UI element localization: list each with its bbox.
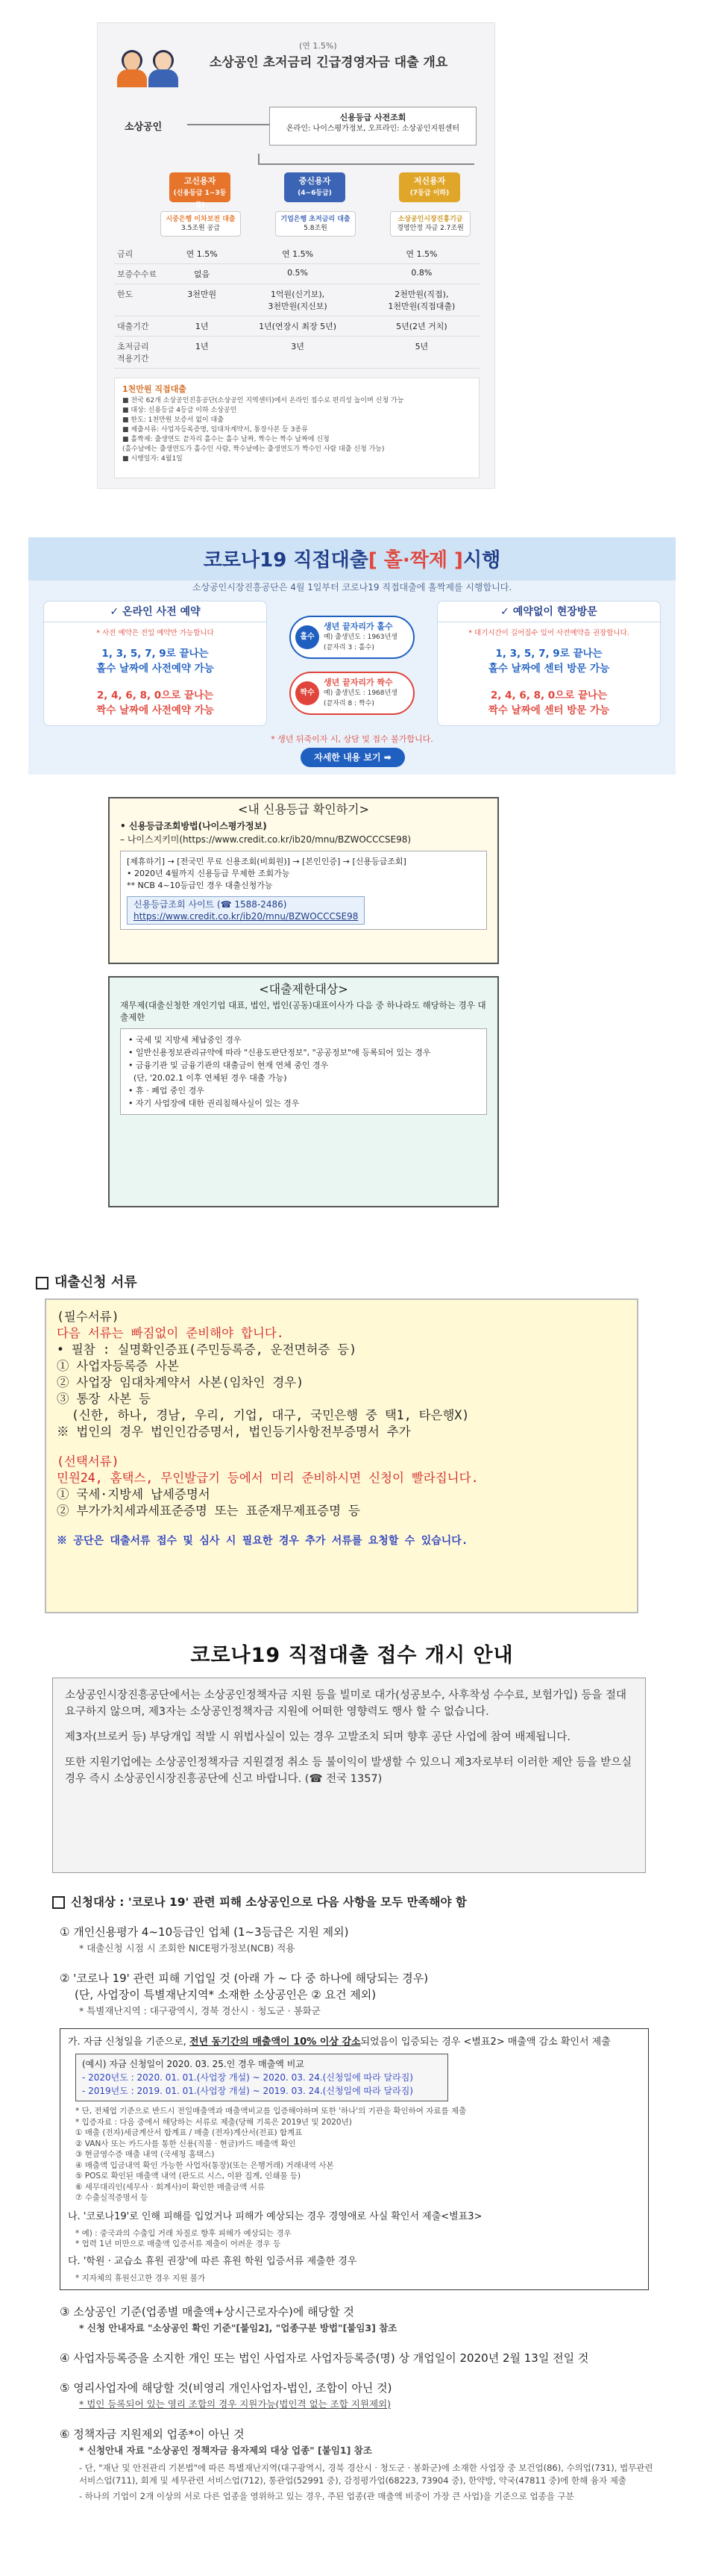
list-item: • 금융기관 및 금융기관의 대출금이 현재 연체 중인 경우 bbox=[128, 1060, 329, 1070]
grade-low: 저신용자 (7등급 이하) bbox=[399, 172, 460, 202]
odd-even-banner bbox=[28, 537, 676, 775]
table-row: 한도 3천만원 1억원(신기보), 3천만원(지신보) 2천만원(직접), 1천만원(직접대출) bbox=[114, 284, 480, 316]
banner-subtitle: 소상공인시장진흥공단은 4월 1일부터 코로나19 직접대출에 홀짝제를 시행합니다. bbox=[192, 582, 512, 593]
list-item: • 자기 사업장에 대한 권리침해사실이 있는 경우 bbox=[128, 1098, 300, 1108]
list-item: ① 개인신용평가 4~10등급인 업체 (1~3등급은 지원 제외) * 대출신청 시점 시 조회한 NICE평가정보(NCB) 적용 bbox=[60, 1925, 349, 1954]
credit-check-panel: <내 신용등급 확인하기> • 신용등급조회방법(나이스평가정보) – 나이스지키미(https://www.credit.co.kr/ib20/mnu/BZWOCCCSE98) [제휴하기] → [전국민 무료 신용조회(비회원)] → [본인인증] → [신용등급조회] • 2020년 4월까지 신용등급 무제한 조회가능 ** NCB 4~10등급인 경우 대출신청가능 신용등급조회 사이트 (☎ 1588-2486) https://www.credit.co.kr/ib20/mnu/BZWOCCCSE98 bbox=[108, 797, 499, 964]
credit-query-box: 신용등급 사전조회 온라인: 나이스평가정보, 오프라인: 소상공인지원센터 bbox=[269, 107, 477, 146]
list-item: • 국세 및 지방세 체납중인 경우 bbox=[128, 1034, 242, 1045]
list-item: ③ 소상공인 기준(업종별 매출액+상시근로자수)에 해당할 것 * 신청 안내자료 "소상공인 확인 기준"[붙임2], "업종구분 방법"[붙임3] 참조 bbox=[60, 2305, 397, 2333]
branch-line bbox=[258, 163, 474, 165]
overview-title: (연 1.5%) 소상공인 초저금리 긴급경영자금 대출 개요 bbox=[210, 41, 448, 70]
list-item: ④ 사업자등록증을 소지한 개인 또는 법인 사업자로 사업자등록증(명) 상 개업일이 2020년 2월 13일 전일 것 bbox=[60, 2351, 589, 2365]
list-item: ② '코로나 19' 관련 피해 기업일 것 (아래 가 ~ 다 중 하나에 해당되는 경우) (단, 사업장이 특별재난지역* 소재한 소상공인은 ② 요건 제외) * 특별재난지역 : 대구광역시, 경북 경산시 · 청도군 · 봉화군 bbox=[60, 1972, 429, 2016]
loan-restriction-panel: <대출제한대상> 재무제(대출신청한 개인기업 대표, 법인, 법인(공동)대표이사가 다음 중 하나라도 해당하는 경우 대출제한 • 국세 및 지방세 체납중인 경우 • 일반신용정보관리규약에 따라 "신용도판단정보", "공공정보"에 등록되어 있는 경우 • 금융기관 및 금융기관의 대출금이 현재 연체 중인 경우 (단, '20.02.1 이후 연체된 경우 대출 가능) • 휴 · 폐업 중인 경우 • 자기 사업장에 대한 권리침해사실이 있는 경우 bbox=[108, 976, 499, 1207]
rate-box-low: 소상공인시장진흥기금 경영안정 자금 2.7조원 bbox=[390, 211, 471, 237]
online-reservation-column: ✓ 온라인 사전 예약 * 사전 예약은 전일 예약만 가능합니다 1, 3, 5, 7, 9로 끝나는 홀수 날짜에 사전예약 가능 2, 4, 6, 8, 0으로 끝나는 짝수 날짜에 사전예약 가능 bbox=[43, 601, 267, 726]
restriction-title: <대출제한대상> bbox=[259, 982, 348, 996]
person-icon bbox=[117, 50, 147, 89]
revenue-example-box: (예시) 자금 신청일이 2020. 03. 25.인 경우 매출액 비교 - 2020년도 : 2020. 01. 01.(사업장 개설) ~ 2020. 03. 24.(신청일에 따라 달라짐) - 2019년도 : 2019. 01. 01.(사업장 개설) ~ 2019. 03. 24.(신청일에 따라 달라짐) bbox=[75, 2054, 448, 2101]
credit-site-link[interactable]: – 나이스지키미(https://www.credit.co.kr/ib20/mnu/BZWOCCCSE98) bbox=[120, 834, 412, 845]
eligibility-title: 신청대상 : '코로나 19' 관련 피해 소상공인으로 다음 사항을 모두 만족해야 함 bbox=[52, 1894, 664, 1910]
sme-label: 소상공인 bbox=[125, 122, 163, 133]
rate-box-high: 시중은행 이차보전 대출 3.5조원 공급 bbox=[160, 211, 241, 237]
list-item: (단, '20.02.1 이후 연체된 경우 대출 가능) bbox=[128, 1072, 287, 1083]
table-row: 금리 연 1.5% 연 1.5% 연 1.5% bbox=[114, 244, 480, 264]
walk-in-column: ✓ 예약없이 현장방문 * 대기시간이 길어질수 있어 사전예약을 권장합니다. 1, 3, 5, 7, 9로 끝나는 홀수 날짜에 센터 방문 가능 2, 4, 6, 8, 0으로 끝나는 짝수 날짜에 센터 방문 가능 bbox=[437, 601, 661, 726]
revenue-criteria-box: 가. 자금 신청일을 기준으로, 전년 동기간의 매출액이 10% 이상 감소되었음이 입증되는 경우 <별표2> 매출액 감소 확인서 제출 (예시) 자금 신청일이 2020. 03. 25.인 경우 매출액 비교 - 2020년도 : 2020. 01. 01.(사업장 개설) ~ 2020. 03. 24.(신청일에 따라 달라짐) - 2019년도 : 2019. 01. 01.(사업장 개설) ~ 2019. 03. 24.(신청일에 따라 달라짐) * 단, 전체업 기준으로 반드시 전일매출액과 매출액비교를 입증해야하며 또한 '하나'의 기관을 확인하여 자료를 제출 * 입증자료 : 다음 중에서 해당하는 서류로 제출(당해 기록은 2019년 및 2020년) ① 매출 (전자)세금계산서 합계표 / 매출 (전자)계산서(전표) 합계표 ② VAN사 또는 카드사를 통한 신용(직불 · 현금)카드 매출액 확인 ③ 현금영수증 매출 내역 (국세청 홈택스) ④ 매출액 입금내역 확인 가능한 사업자(통장)(또는 은행거래) 거래내역 사본 ⑤ POS로 확인된 매출액 내역 (판도르 시스, 이완 집계, 인쇄물 등) ⑥ 세무대리인(세무사 · 회계사)이 확인한 매출금액 서류 ⑦ 수출실적증명서 등 나. '코로나19'로 인해 피해를 입었거나 피해가 예상되는 경우 경영애로 사실 확인서 제출<별표3> * 예) : 중국과의 수출입 거래 차질로 향후 피해가 예상되는 경우 * 업력 1년 미만으로 매출액 입증서류 제출이 어려운 경우 등 다. '학원 · 교습소 휴원 권장'에 따른 휴원 학원 입증서류 제출한 경우 * 지자체의 휴원신고한 경우 지원 불가 bbox=[60, 2028, 649, 2290]
person-icon bbox=[148, 50, 178, 89]
loan-terms-table bbox=[114, 244, 480, 369]
list-item: • 일반신용정보관리규약에 따라 "신용도판단정보", "공공정보"에 등록되어 있는 경우 bbox=[128, 1047, 431, 1057]
list-item: • 휴 · 폐업 중인 경우 bbox=[128, 1085, 204, 1095]
credit-check-title: <내 신용등급 확인하기> bbox=[237, 802, 370, 816]
list-item: ⑤ 영리사업자에 해당할 것(비영리 개인사업자-법인, 조합이 아닌 것) * 법인 등록되어 있는 영리 조합의 경우 지원가능(법인격 없는 조합 지원제외) bbox=[60, 2381, 392, 2410]
odd-year-badge: 홀수 생년 끝자리가 홀수 예) 출생년도 : 1963년생 (끝자리 3 : 홀수) bbox=[289, 616, 415, 659]
required-documents-box: (필수서류) 다음 서류는 빠짐없이 준비해야 합니다. • 필참 : 실명확인증표(주민등록증, 운전면허증 등) ① 사업자등록증 사본 ② 사업장 임대차계약서 사본(임차인 경우) ③ 통장 사본 등 (신한, 하나, 경남, 우리, 기업, 대구, 국민은행 중 택1, 타은행X) ※ 법인의 경우 법인인감증명서, 법인등기사항전부증명서 추가 (선택서류) 민원24, 홈택스, 무인발급기 등에서 미리 준비하시면 신청이 빨라집니다. ① 국세·지방세 납세증명서 ② 부가가치세과세표준증명 또는 표준재무제표증명 등 ※ 공단은 대출서류 접수 및 심사 시 필요한 경우 추가 서류를 요청할 수 있습니다. bbox=[45, 1298, 638, 1613]
broker-warning-box: 소상공인시장진흥공단에서는 소상공인정책자금 지원 등을 빌미로 대가(성공보수, 사후착성 수수료, 보험가입) 등을 절대 요구하지 않으며, 제3자는 소상공인정책자금 지원에 어떠한 영향력도 행사 할 수 없습니다. 제3자(브로커 등) 부당개입 적발 시 위법사실이 있는 경우 고발조치 되며 향후 공단 사업에 참여 배제됩니다. 또한 지원기업에는 소상공인정책자금 지원결정 취소 등 불이익이 발생할 수 있으니 제3자로부터 이러한 제안 등을 받으실 경우 즉시 소상공인시장진흥공단에 신고 바랍니다. (☎ 전국 1357) bbox=[52, 1678, 646, 1873]
table-row: 보증수수료 없음 0.5% 0.8% bbox=[114, 264, 480, 284]
eligibility-section bbox=[52, 1894, 664, 2503]
credit-site-box: 신용등급조회 사이트 (☎ 1588-2486) https://www.credit.co.kr/ib20/mnu/BZWOCCCSE98 bbox=[127, 896, 365, 925]
banner-title: 코로나19 직접대출[ 홀·짝제 ]시행 bbox=[203, 549, 501, 572]
rate-box-mid: 기업은행 초저금리 대출 5.8조원 bbox=[275, 211, 356, 237]
credit-steps-box: [제휴하기] → [전국민 무료 신용조회(비회원)] → [본인인증] → [신용등급조회] • 2020년 4월까지 신용등급 무제한 조회가능 ** NCB 4~10등급인 경우 대출신청가능 신용등급조회 사이트 (☎ 1588-2486) https://www.credit.co.kr/ib20/mnu/BZWOCCCSE98 bbox=[120, 851, 487, 930]
sme-people-illustration bbox=[114, 43, 183, 102]
even-year-badge: 짝수 생년 끝자리가 짝수 예) 출생년도 : 1968년생 (끝자리 8 : 짝수) bbox=[289, 672, 415, 715]
docs-section-title: 대출신청 서류 bbox=[36, 1272, 137, 1291]
table-row: 대출기간 1년 1년(연장시 최장 5년) 5년(2년 거치) bbox=[114, 316, 480, 337]
connector-line bbox=[187, 124, 269, 125]
notice-title: 코로나19 직접대출 접수 개시 안내 bbox=[190, 1644, 514, 1667]
list-item: ⑥ 정책자금 지원제외 업종*이 아닌 것 * 신청안내 자료 "소상공인 정책자금 융자제외 대상 업종" [붙임1] 참조 - 단, "재난 및 안전관리 기본법"에 따른 특별재난지역(대구광역시, 경북 경산시 · 청도군 · 봉화군)에 소재한 사업장 중 보건업(86), 수의업(731), 법무관련 서비스업(711), 회계 및 세무관련 서비스업(712), 통관업(52991 중), 감정평가업(68223, 73904 중), 한약방, 약국(47811 중)에 한해 융자 제출 - 하나의 기업이 2개 이상의 서로 다른 업종을 영위하고 있는 경우, 주된 업종(관 매출액 비중이 가장 큰 사업)을 기준으로 업종을 구분 bbox=[60, 2427, 653, 2501]
credit-site-url[interactable]: https://www.credit.co.kr/ib20/mnu/BZWOCCCSE98 bbox=[133, 911, 359, 922]
online-reservation-heading: ✓ 온라인 사전 예약 bbox=[44, 601, 266, 622]
direct-loan-note: 1천만원 직접대출 ■ 전국 62개 소상공인진흥공단(소상공인 지역센터)에서 온라인 접수로 편리성 높이며 신청 가능 ■ 대상: 신용등급 4등급 이하 소상공인 ■ 한도: 1천만원 보증서 없이 대출 ■ 제출서류: 사업자등록증명, 임대차계약서, 통장사본 등 3종류 ■ 홀짝제: 출생연도 끝자리 홀수는 홀수 날짜, 짝수는 짝수 날짜에 신청 (홀수날에는 출생연도가 홀수인 사람, 짝수날에는 출생연도가 짝수인 사람 대출 신청 가능) ■ 시행일자: 4월1일 bbox=[114, 378, 480, 478]
table-row: 초저금리 적용기간 1년 3년 5년 bbox=[114, 337, 480, 369]
grade-high: 고신용자 (신용등급 1~3등급) bbox=[169, 172, 230, 202]
details-button[interactable]: 자세한 내용 보기 ➡ bbox=[301, 748, 405, 767]
walk-in-heading: ✓ 예약없이 현장방문 bbox=[438, 601, 660, 622]
banner-footnote: * 생년 뒤죽이자 시, 상담 및 접수 불가합니다. bbox=[271, 734, 433, 744]
restriction-list bbox=[120, 1028, 487, 1115]
loan-overview-card bbox=[97, 22, 495, 489]
grade-mid: 중신용자 (4~6등급) bbox=[284, 172, 345, 202]
proof-documents-list: * 단, 전체업 기준으로 반드시 전일매출액과 매출액비교를 입증해야하며 또한 '하나'의 기관을 확인하여 자료를 제출 * 입증자료 : 다음 중에서 해당하는 서류로 제출(당해 기록은 2019년 및 2020년) ① 매출 (전자)세금계산서 합계표 / 매출 (전자)계산서(전표) 합계표 ② VAN사 또는 카드사를 통한 신용(직불 · 현금)카드 매출액 확인 ③ 현금영수증 매출 내역 (국세청 홈택스) ④ 매출액 입금내역 확인 가능한 사업자(통장)(또는 은행거래) 거래내역 사본 ⑤ POS로 확인된 매출액 내역 (판도르 시스, 이완 집계, 인쇄물 등) ⑥ 세무대리인(세무사 · 회계사)이 확인한 매출금액 서류 ⑦ 수출실적증명서 등 bbox=[75, 2107, 467, 2202]
